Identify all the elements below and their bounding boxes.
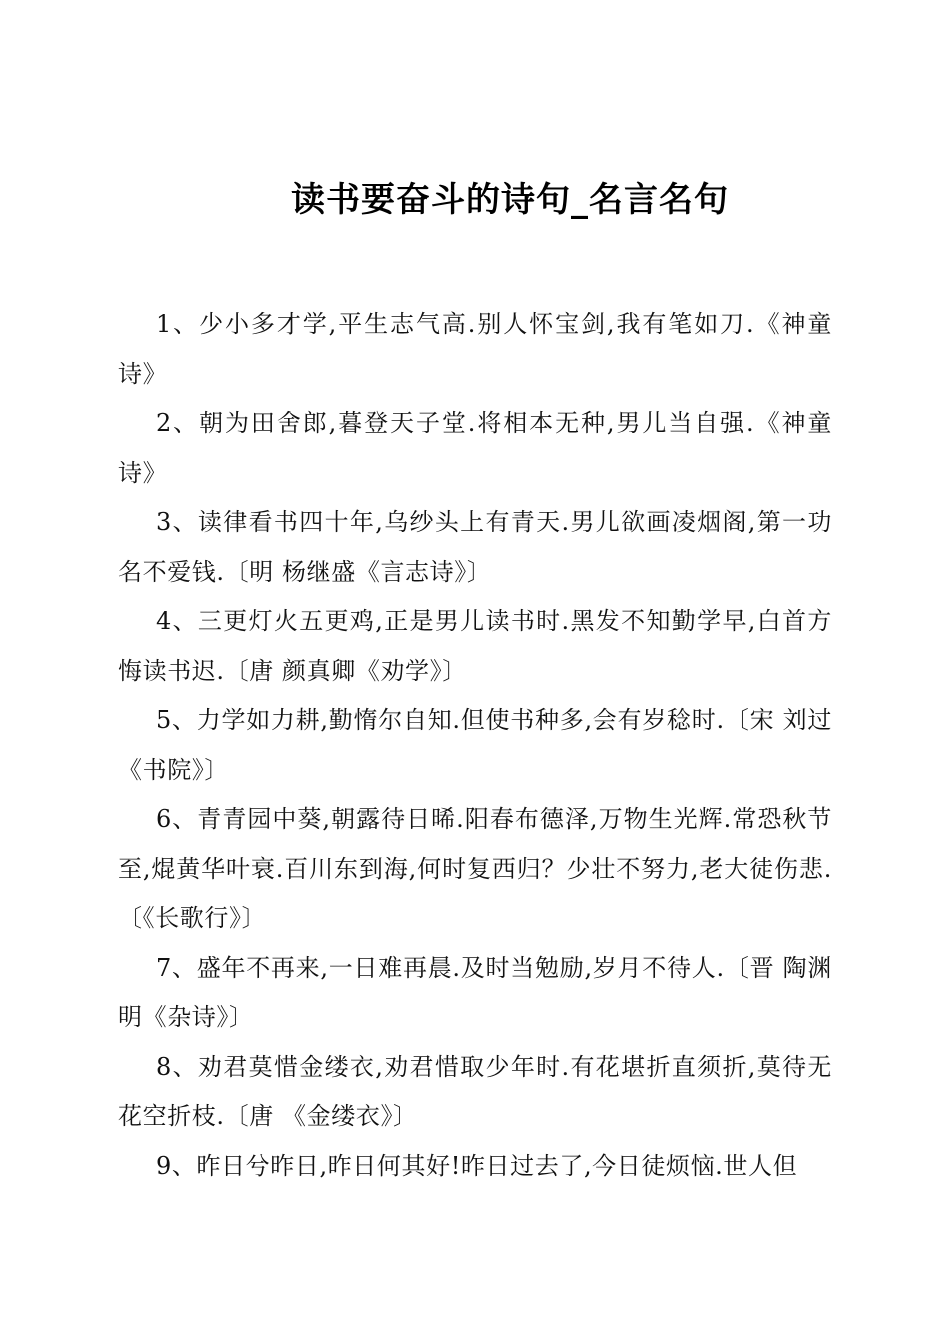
- document-body: [118, 300, 832, 1191]
- quote-paragraph-8: 8、劝君莫惜金缕衣,劝君惜取少年时.有花堪折直须折,莫待无花空折枝.〔唐 《金缕衣》〕: [118, 1052, 832, 1130]
- quote-paragraph-9: 9、昨日兮昨日,昨日何其好!昨日过去了,今日徒烦恼.世人但: [156, 1151, 798, 1180]
- quote-paragraph-5: 5、力学如力耕,勤惰尔自知.但使书种多,会有岁稔时.〔宋 刘过《书院》〕: [118, 706, 832, 784]
- quote-paragraph-2: 2、朝为田舍郎,暮登天子堂.将相本无种,男儿当自强.《神童诗》: [118, 409, 832, 487]
- quote-paragraph-6: 6、青青园中葵,朝露待日晞.阳春布德泽,万物生光辉.常恐秋节至,焜黄华叶衰.百川东到海,何时复西归？少壮不努力,老大徒伤悲.〔《长歌行》〕: [118, 805, 832, 932]
- quote-paragraph-7: 7、盛年不再来,一日难再晨.及时当勉励,岁月不待人.〔晋 陶渊明《杂诗》〕: [118, 953, 832, 1031]
- quote-paragraph-1: 1、少小多才学,平生志气高.别人怀宝剑,我有笔如刀.《神童诗》: [118, 310, 832, 388]
- quote-paragraph-4: 4、三更灯火五更鸡,正是男儿读书时.黑发不知勤学早,白首方悔读书迟.〔唐 颜真卿《劝学》〕: [118, 607, 832, 685]
- page-title: 读书要奋斗的诗句_名言名句: [291, 180, 729, 220]
- quote-paragraph-3: 3、读律看书四十年,乌纱头上有青天.男儿欲画凌烟阁,第一功名不爱钱.〔明 杨继盛《言志诗》〕: [118, 508, 832, 586]
